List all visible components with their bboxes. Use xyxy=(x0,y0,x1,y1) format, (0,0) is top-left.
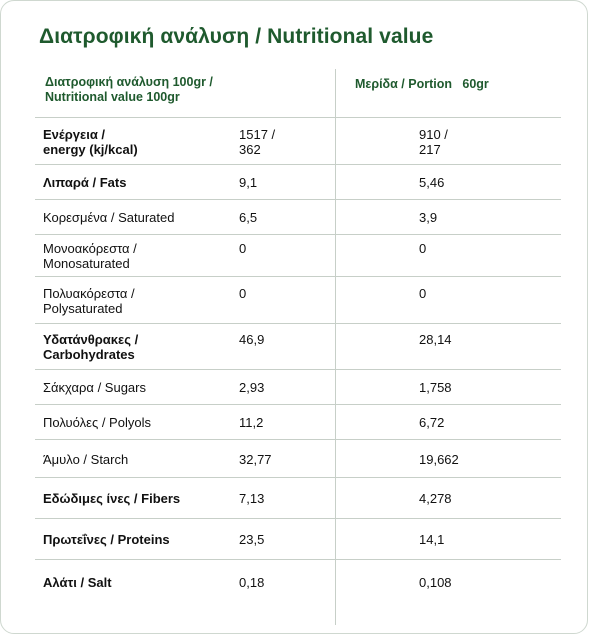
value-per-portion: 14,1 xyxy=(419,532,445,547)
nutrient-label: Πολυακόρεστα / Polysaturated xyxy=(43,286,135,316)
value-per-portion: 28,14 xyxy=(419,332,452,347)
table-row xyxy=(35,477,561,519)
value-per-100g: 2,93 xyxy=(239,380,265,395)
page-title: Διατροφική ανάλυση / Nutritional value xyxy=(39,25,434,48)
nutrient-label: Κορεσμένα / Saturated xyxy=(43,210,175,225)
value-per-portion: 3,9 xyxy=(419,210,438,225)
nutrient-label: Πολυόλες / Polyols xyxy=(43,415,151,430)
table-row xyxy=(35,164,561,200)
table-row xyxy=(35,323,561,370)
value-per-100g: 46,9 xyxy=(239,332,265,347)
table-row xyxy=(35,404,561,440)
nutrient-label: Λιπαρά / Fats xyxy=(43,175,127,190)
column-header-per-100g-line2: Nutritional value 100gr xyxy=(45,90,180,104)
table-row xyxy=(35,276,561,324)
nutrient-label: Σάκχαρα / Sugars xyxy=(43,380,146,395)
table-row xyxy=(35,439,561,478)
value-per-portion: 910 / 217 xyxy=(419,127,448,157)
value-per-100g: 0 xyxy=(239,241,247,256)
table-row xyxy=(35,234,561,277)
value-per-100g: 11,2 xyxy=(239,415,264,430)
table-row xyxy=(35,199,561,235)
value-per-100g: 0 xyxy=(239,286,247,301)
nutrient-label: Υδατάνθρακες / Carbohydrates xyxy=(43,332,139,362)
value-per-portion: 6,72 xyxy=(419,415,445,430)
column-header-per-100g xyxy=(45,75,325,105)
value-per-portion: 5,46 xyxy=(419,175,445,190)
nutrient-label: Πρωτεΐνες / Proteins xyxy=(43,532,170,547)
value-per-100g: 6,5 xyxy=(239,210,258,225)
value-per-100g: 1517 / 362 xyxy=(239,127,276,157)
table-row xyxy=(35,117,561,165)
column-header-per-100g-line1: Διατροφική ανάλυση 100gr / xyxy=(45,75,213,89)
value-per-portion: 4,278 xyxy=(419,491,452,506)
value-per-portion: 1,758 xyxy=(419,380,452,395)
value-per-100g: 0,18 xyxy=(239,575,265,590)
value-per-portion: 0 xyxy=(419,241,427,256)
value-per-portion: 19,662 xyxy=(419,452,459,467)
nutrient-label: Άμυλο / Starch xyxy=(43,452,129,467)
nutrient-label: Ενέργεια / energy (kj/kcal) xyxy=(43,127,138,157)
nutrient-label: Αλάτι / Salt xyxy=(43,575,112,590)
nutrient-label: Εδώδιμες ίνες / Fibers xyxy=(43,491,181,506)
table-row xyxy=(35,518,561,560)
table-row xyxy=(35,559,561,604)
value-per-portion: 0,108 xyxy=(419,575,452,590)
table-row xyxy=(35,369,561,405)
value-per-100g: 9,1 xyxy=(239,175,258,190)
column-header-portion: Μερίδα / Portion 60gr xyxy=(355,77,489,91)
value-per-portion: 0 xyxy=(419,286,427,301)
nutrient-label: Μονοακόρεστα / Monosaturated xyxy=(43,241,137,271)
value-per-100g: 7,13 xyxy=(239,491,265,506)
value-per-100g: 32,77 xyxy=(239,452,272,467)
value-per-100g: 23,5 xyxy=(239,532,265,547)
